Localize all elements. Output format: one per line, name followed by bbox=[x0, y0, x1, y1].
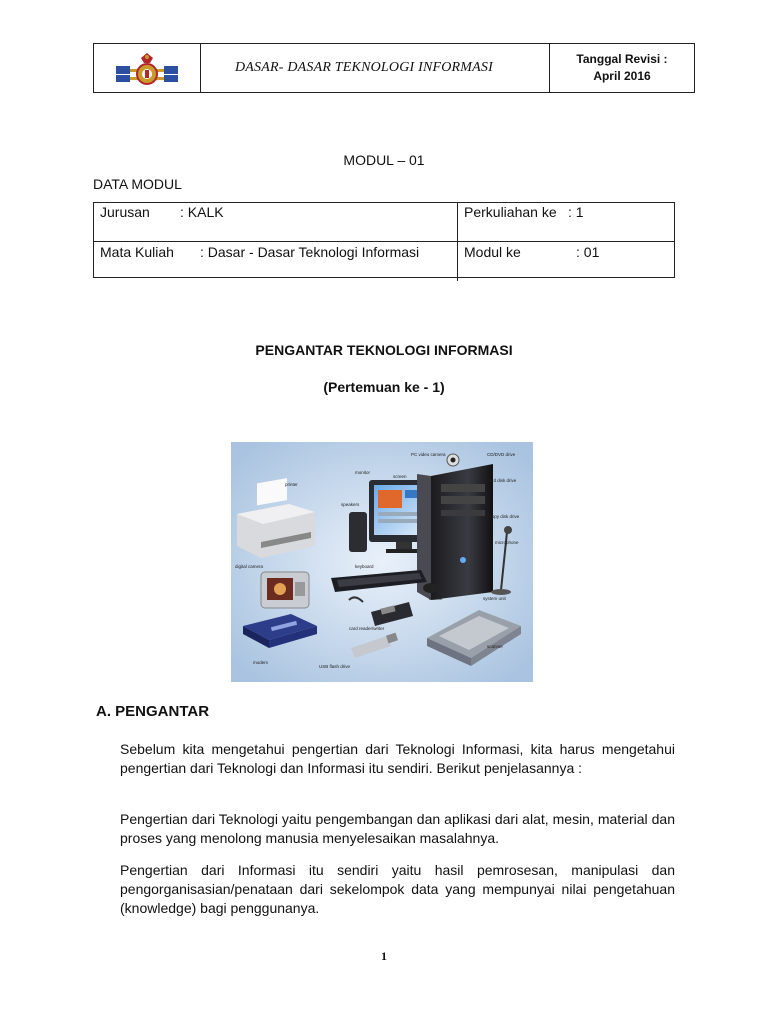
perkuliahan-label: Perkuliahan ke bbox=[464, 204, 557, 220]
main-title: PENGANTAR TEKNOLOGI INFORMASI bbox=[255, 342, 513, 358]
section-heading: A. PENGANTAR bbox=[96, 703, 210, 720]
jurusan-label: Jurusan bbox=[100, 204, 150, 220]
computer-illustration bbox=[231, 442, 533, 682]
modul-title: MODUL – 01 bbox=[343, 152, 425, 168]
paragraph: Pengertian dari Teknologi yaitu pengembangan dan aplikasi dari alat, mesin, material dan proses yang menolong manusia menyelesaikan masalahnya. bbox=[120, 811, 675, 846]
label-screen: screen bbox=[393, 474, 407, 479]
label-system-unit: system unit bbox=[483, 596, 506, 601]
label-scanner: scanner bbox=[487, 644, 504, 649]
system-unit-icon bbox=[417, 464, 493, 600]
computer-components-figure bbox=[231, 442, 533, 682]
paragraph: Pengertian dari Informasi itu sendiri yaitu hasil pemrosesan, manipulasi dan pengorganisasian/penataan dari sekelompok data yang mempunyai nilai pengetahuan (knowledge) bagi penggunanya. bbox=[120, 862, 675, 916]
logo-emblem-icon bbox=[94, 44, 200, 92]
subtitle: (Pertemuan ke - 1) bbox=[323, 379, 445, 395]
revision-date: April 2016 bbox=[593, 69, 651, 83]
jurusan-value: : KALK bbox=[180, 204, 224, 220]
label-speakers: speakers bbox=[341, 502, 360, 507]
speaker-icon bbox=[349, 512, 367, 552]
label-printer: printer bbox=[285, 482, 298, 487]
digital-camera-icon bbox=[261, 572, 309, 608]
label-webcam: PC video camera bbox=[411, 452, 446, 457]
label-mouse: mouse bbox=[429, 596, 443, 601]
revision-info bbox=[550, 44, 694, 92]
label-hdd: hard disk drive bbox=[487, 478, 517, 483]
matakuliah-cell bbox=[100, 242, 456, 281]
webcam-icon bbox=[447, 454, 459, 466]
modul-value: : 01 bbox=[576, 244, 600, 260]
institution-logo bbox=[94, 44, 201, 92]
document-header bbox=[93, 43, 695, 93]
modul-label: Modul ke bbox=[464, 244, 521, 260]
label-monitor: monitor bbox=[355, 470, 371, 475]
perkuliahan-value: : 1 bbox=[568, 204, 584, 220]
mouse-icon bbox=[423, 583, 439, 593]
perkuliahan-cell bbox=[457, 203, 676, 241]
data-modul-label: DATA MODUL bbox=[93, 176, 182, 192]
label-microphone: microphone bbox=[495, 540, 519, 545]
paragraph: Sebelum kita mengetahui pengertian dari Teknologi Informasi, kita harus mengetahui pengertian dari Teknologi dan Informasi itu sendiri. Berikut penjelasannya : bbox=[120, 741, 675, 776]
label-card-reader: card reader/writer bbox=[349, 626, 385, 631]
jurusan-cell bbox=[100, 203, 456, 241]
label-dvd: CD/DVD drive bbox=[487, 452, 516, 457]
label-floppy: floppy disk drive bbox=[487, 514, 520, 519]
label-usb: USB flash drive bbox=[319, 664, 351, 669]
matakuliah-label: Mata Kuliah bbox=[100, 244, 174, 260]
matakuliah-value: : Dasar - Dasar Teknologi Informasi bbox=[200, 244, 420, 260]
label-camera: digital camera bbox=[235, 564, 264, 569]
table-row bbox=[94, 241, 674, 279]
data-modul-table bbox=[93, 202, 675, 278]
table-row bbox=[94, 203, 674, 240]
modul-cell bbox=[457, 242, 676, 281]
course-title: DASAR- DASAR TEKNOLOGI INFORMASI bbox=[201, 44, 550, 92]
page-number: 1 bbox=[381, 949, 387, 963]
label-keyboard: keyboard bbox=[355, 564, 374, 569]
revision-label: Tanggal Revisi : bbox=[576, 52, 668, 66]
label-modem: modem bbox=[253, 660, 269, 665]
